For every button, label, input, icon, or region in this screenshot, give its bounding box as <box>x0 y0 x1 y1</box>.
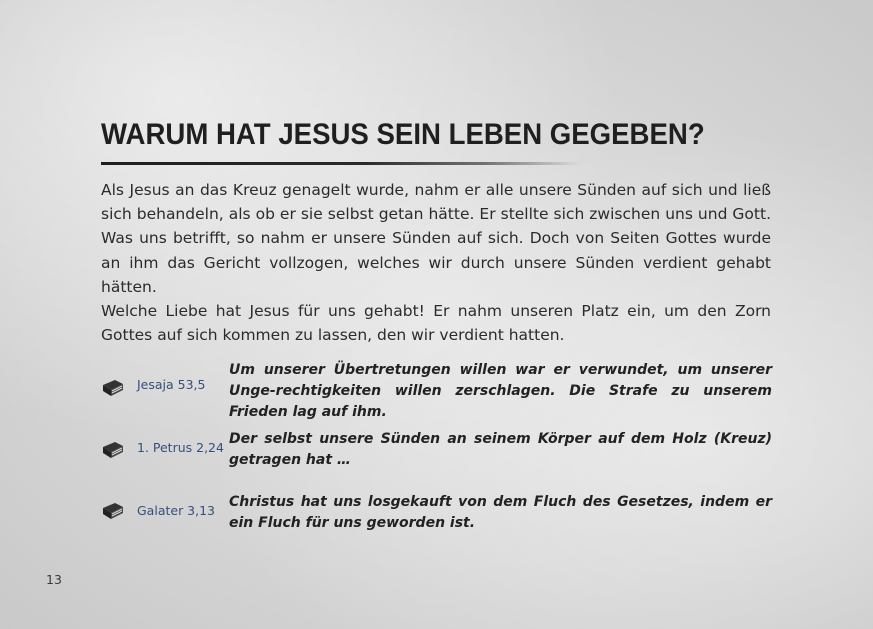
page-number: 13 <box>46 572 62 587</box>
bible-book-icon <box>101 440 125 460</box>
body-text <box>101 178 771 347</box>
verse-jesaja <box>101 360 773 420</box>
paragraph-1: Als Jesus an das Kreuz genagelt wurde, nahm er alle unsere Sünden auf sich und ließ sich behandeln, als ob er sie selbst getan hätte. Er stellte sich zwischen uns und Gott. Was uns betrifft, so nahm er unsere Sünden auf sich. Doch von Seiten Gottes wurde an ihm das Gericht vollzogen, welches wir durch unsere Sünden verdient gehabt hätten. <box>101 181 771 296</box>
bible-book-icon <box>101 501 125 521</box>
paragraph-2: Welche Liebe hat Jesus für uns gehabt! Er nahm unseren Platz ein, um den Zorn Gottes auf sich kommen zu lassen, den wir verdient hatten. <box>101 302 771 345</box>
verse-reference[interactable]: Galater 3,13 <box>137 503 216 518</box>
verse-quote: Christus hat uns losgekauft von dem Fluch des Gesetzes, indem er ein Fluch für uns geworden ist. <box>229 494 772 531</box>
page-title: WARUM HAT JESUS SEIN LEBEN GEGEBEN? <box>101 118 705 151</box>
verse-reference[interactable]: Jesaja 53,5 <box>137 377 206 392</box>
verse-galater <box>101 492 773 534</box>
verse-quote: Der selbst unsere Sünden an seinem Körper auf dem Holz (Kreuz) getragen hat … <box>229 431 772 468</box>
verse-reference[interactable]: 1. Petrus 2,24 <box>137 440 224 455</box>
verse-petrus <box>101 429 773 471</box>
verse-quote: Um unserer Übertretungen willen war er verwundet, um unserer Unge-rechtigkeiten willen zerschlagen. Die Strafe zu unserem Frieden lag auf ihm. <box>229 362 772 420</box>
bible-book-icon <box>101 378 125 398</box>
title-underline <box>101 162 581 165</box>
